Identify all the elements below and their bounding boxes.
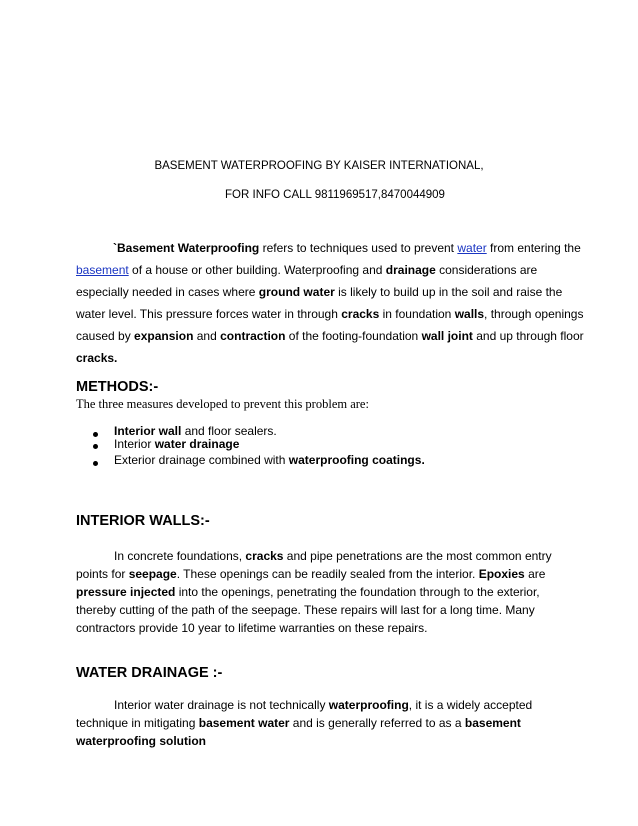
text-span: considerations are (435, 263, 538, 277)
term-waterproofing-solution: waterproofing solution (76, 734, 206, 748)
text-span: and is generally referred to as a (289, 716, 465, 730)
text-span: from entering the (486, 241, 581, 255)
text-span: of a house or other building. Waterproofing and (128, 263, 386, 277)
term-basement-water: basement water (198, 716, 290, 730)
bullet-icon (93, 432, 98, 437)
text-span: . These openings can be readily sealed from the interior. (176, 567, 479, 581)
term-drainage: drainage (385, 263, 436, 277)
term-interior-wall: Interior wall (114, 424, 182, 438)
term-cracks-end: cracks. (76, 351, 118, 365)
term-pressure-injected: pressure injected (76, 585, 176, 599)
intro-line-5 (76, 328, 584, 344)
bullet-icon (93, 444, 98, 449)
intro-line-1 (113, 240, 581, 256)
water-drainage-line-2 (76, 715, 521, 731)
term-walls: walls (454, 307, 485, 321)
intro-line-3 (76, 284, 562, 300)
text-span: and (193, 329, 221, 343)
term-ground-water: ground water (258, 285, 335, 299)
term-cracks: cracks (245, 549, 284, 563)
term-cracks: cracks (341, 307, 380, 321)
text-span: Exterior drainage combined with (114, 453, 289, 467)
interior-walls-line-5: contractors provide 10 year to lifetime warranties on these repairs. (76, 621, 428, 635)
text-span: In concrete foundations, (114, 549, 246, 563)
contact-line: FOR INFO CALL 9811969517,8470044909 (225, 189, 445, 201)
term-water-drainage: water drainage (154, 437, 240, 451)
interior-walls-heading: INTERIOR WALLS:- (76, 513, 210, 529)
text-span: caused by (76, 329, 135, 343)
methods-item-3 (114, 452, 425, 468)
interior-walls-line-1 (114, 548, 552, 564)
text-span: in foundation (379, 307, 455, 321)
text-span: , it is a widely accepted (408, 698, 533, 712)
methods-heading: METHODS:- (76, 379, 159, 395)
term-seepage: seepage (128, 567, 177, 581)
document-title: BASEMENT WATERPROOFING BY KAISER INTERNATIONAL, (154, 160, 484, 172)
interior-walls-line-4: thereby cutting of the path of the seepage. These repairs will last for a long time. Many (76, 603, 535, 617)
link-basement[interactable]: basement (76, 263, 129, 277)
text-span: is likely to build up in the soil and raise the (334, 285, 563, 299)
term-contraction: contraction (220, 329, 286, 343)
text-span: Interior water drainage is not technically (114, 698, 329, 712)
water-drainage-line-1 (114, 697, 532, 713)
interior-walls-line-2 (76, 566, 545, 582)
intro-line-2 (76, 262, 537, 278)
text-span: points for (76, 567, 129, 581)
term-wall-joint: wall joint (421, 329, 473, 343)
term-waterproofing: waterproofing (328, 698, 409, 712)
text-span: especially needed in cases where (76, 285, 259, 299)
term-basement: basement (464, 716, 521, 730)
text-span: , through openings (484, 307, 584, 321)
text-span: are (524, 567, 546, 581)
link-water[interactable]: water (457, 241, 487, 255)
water-drainage-line-3 (76, 733, 206, 749)
intro-line-6 (76, 350, 117, 366)
text-span: water level. This pressure forces water in through (76, 307, 342, 321)
text-span: Interior (114, 437, 155, 451)
bullet-icon (93, 461, 98, 466)
text-span: of the footing-foundation (285, 329, 422, 343)
water-drainage-heading: WATER DRAINAGE :- (76, 665, 223, 681)
term-basement-waterproofing: `Basement Waterproofing (113, 241, 260, 255)
text-span: technique in mitigating (76, 716, 199, 730)
term-waterproofing-coatings: waterproofing coatings. (288, 453, 425, 467)
methods-lead: The three measures developed to prevent this problem are: (76, 397, 369, 411)
text-span: refers to techniques used to prevent (259, 241, 458, 255)
term-expansion: expansion (134, 329, 194, 343)
text-span: and pipe penetrations are the most common entry (283, 549, 552, 563)
text-span: and floor sealers. (181, 424, 277, 438)
intro-line-4 (76, 306, 583, 322)
text-span: into the openings, penetrating the foundation through to the exterior, (175, 585, 540, 599)
text-span: and up through floor (472, 329, 584, 343)
term-epoxies: Epoxies (478, 567, 525, 581)
methods-item-2 (114, 436, 239, 452)
interior-walls-line-3 (76, 584, 540, 600)
